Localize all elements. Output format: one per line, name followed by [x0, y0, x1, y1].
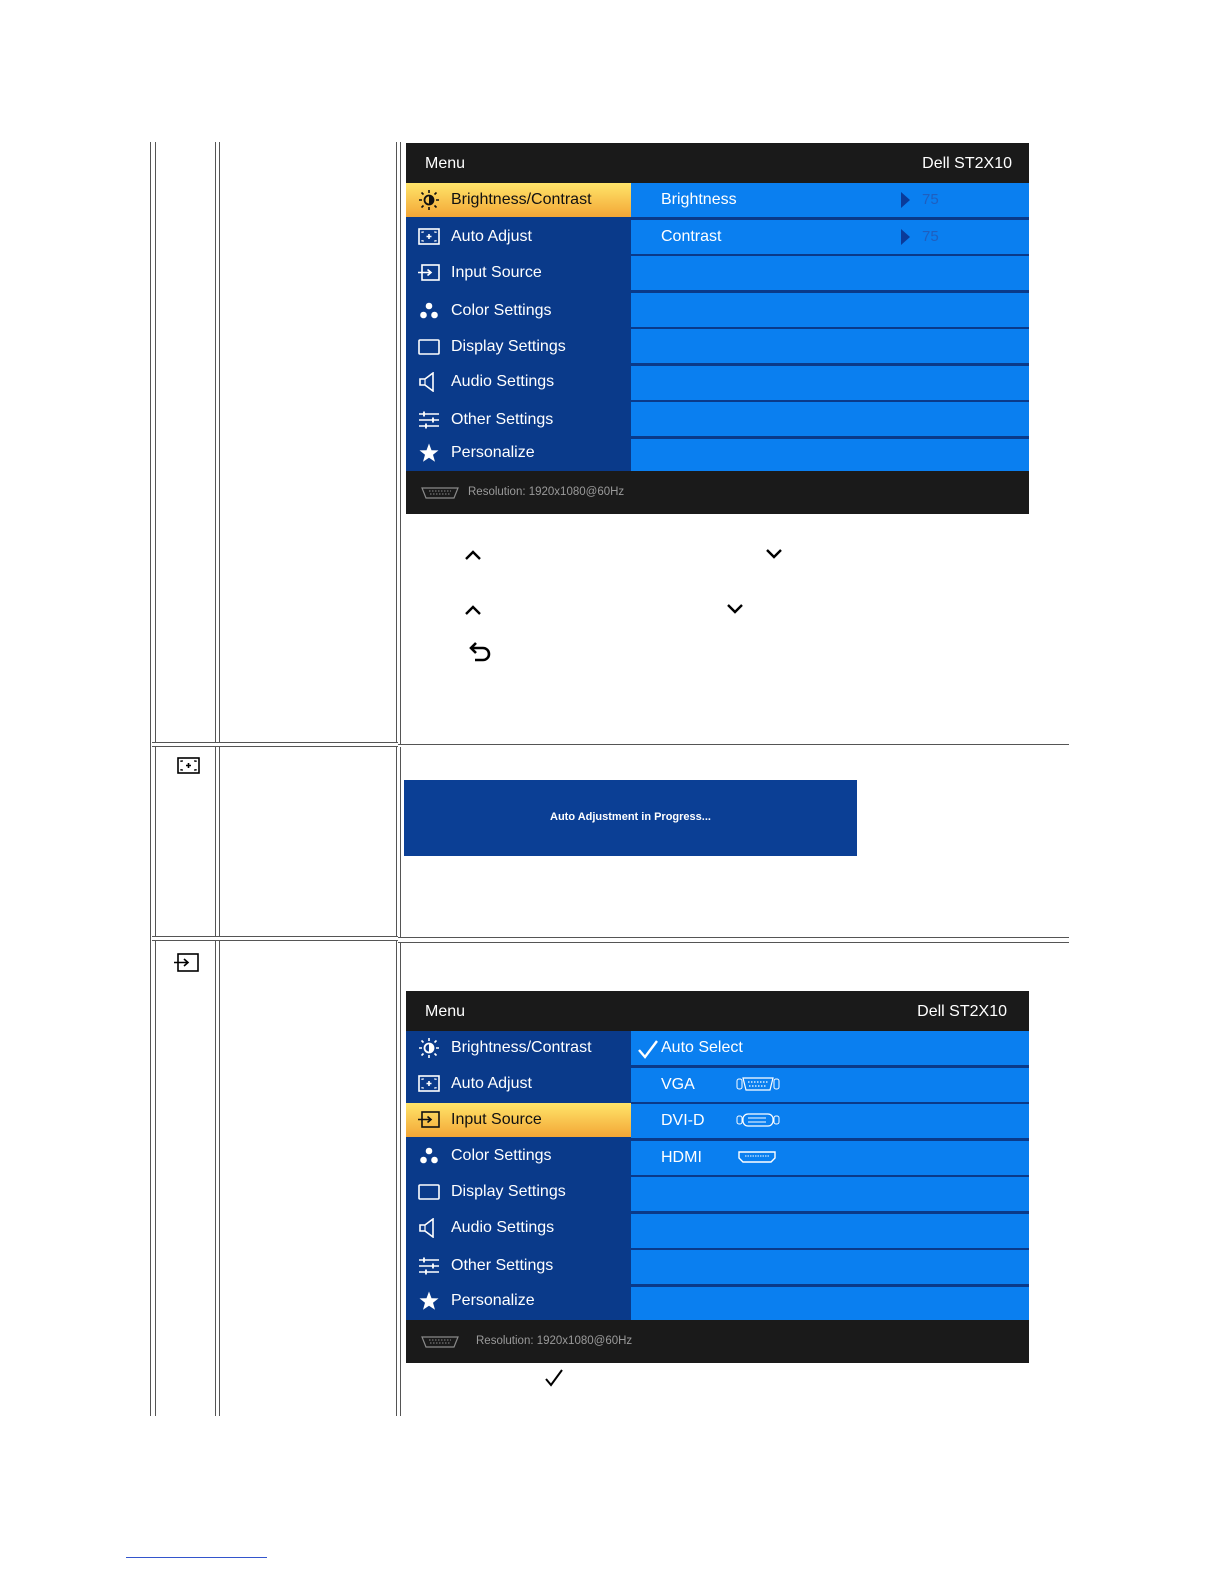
osd-submenu-row	[631, 366, 1029, 400]
osd-menu-item-label: Audio Settings	[451, 373, 555, 390]
other-settings-icon	[418, 1256, 440, 1276]
osd-menu-item-personalize[interactable]	[406, 436, 631, 470]
resolution-text: Resolution: 1920x1080@60Hz	[468, 486, 625, 498]
osd-title: Menu	[425, 155, 466, 172]
osd-submenu-label: HDMI	[661, 1149, 702, 1166]
down-chevron-icon	[764, 544, 784, 564]
osd-menu-item-auto-adjust[interactable]	[406, 1067, 631, 1101]
display-settings-icon	[418, 1182, 440, 1202]
auto-adjust-message: Auto Adjustment in Progress...	[550, 811, 711, 823]
osd-submenu-label: Auto Select	[661, 1039, 743, 1056]
osd-menu-item-label: Personalize	[451, 444, 535, 461]
brightness-icon	[418, 190, 440, 210]
osd-main-menu	[406, 1031, 631, 1320]
checkmark-icon	[637, 1039, 659, 1059]
osd-footer	[406, 1321, 1029, 1363]
resolution-text: Resolution: 1920x1080@60Hz	[476, 1335, 633, 1347]
up-chevron-icon	[463, 601, 483, 621]
osd-menu-item-label: Personalize	[451, 1292, 535, 1309]
dvi-connector-icon	[736, 1112, 780, 1128]
osd-menu-item-input-source[interactable]	[406, 256, 631, 290]
row-divider-1c	[398, 744, 1069, 747]
osd-menu-item-brightness-contrast[interactable]	[406, 1031, 631, 1065]
osd-menu-item-color-settings[interactable]	[406, 1139, 631, 1173]
table-divider-2	[396, 142, 401, 1416]
osd-model: Dell ST2X10	[917, 1003, 1007, 1020]
auto-adjust-icon	[418, 227, 440, 247]
osd-menu-item-input-source[interactable]	[406, 1103, 631, 1137]
osd-menu-item-audio-settings[interactable]	[406, 365, 631, 399]
osd-submenu-row	[631, 293, 1029, 327]
vga-connector-icon	[420, 1335, 460, 1349]
osd-header	[406, 991, 1029, 1031]
osd-submenu-row[interactable]	[631, 1031, 1029, 1065]
osd-menu-item-label: Audio Settings	[451, 1219, 555, 1236]
osd-menu-item-label: Other Settings	[451, 411, 554, 428]
table-border-left	[150, 142, 156, 1416]
osd-menu-item-other-settings[interactable]	[406, 1249, 631, 1283]
input-source-icon	[173, 953, 199, 972]
osd-menu-item-label: Input Source	[451, 264, 542, 281]
color-settings-icon	[418, 301, 440, 321]
osd-menu-item-auto-adjust[interactable]	[406, 220, 631, 254]
color-settings-icon	[418, 1146, 440, 1166]
hdmi-connector-icon	[736, 1149, 780, 1165]
osd-menu-item-label: Display Settings	[451, 338, 566, 355]
input-source-icon	[418, 1110, 440, 1130]
osd-header	[406, 143, 1029, 183]
row-divider-2	[152, 936, 217, 941]
osd-submenu-label: DVI-D	[661, 1112, 705, 1129]
osd-footer	[406, 472, 1029, 514]
osd-submenu-row	[631, 402, 1029, 436]
right-triangle-icon	[901, 229, 910, 245]
osd-submenu-row[interactable]	[631, 1068, 1029, 1102]
osd-main-menu	[406, 183, 631, 471]
osd-menu-item-display-settings[interactable]	[406, 1175, 631, 1209]
auto-adjust-icon	[418, 1074, 440, 1094]
row-divider-1	[152, 742, 217, 747]
osd-submenu-row	[631, 1177, 1029, 1211]
osd-menu-brightness-contrast	[406, 143, 1029, 514]
row-divider-1b	[217, 742, 398, 747]
osd-menu-item-display-settings[interactable]	[406, 330, 631, 364]
personalize-icon	[418, 443, 440, 463]
brightness-icon	[418, 1038, 440, 1058]
osd-menu-item-brightness-contrast[interactable]	[406, 183, 631, 217]
osd-submenu-row	[631, 1250, 1029, 1284]
back-arrow-icon	[467, 641, 493, 665]
osd-menu-item-label: Brightness/Contrast	[451, 1039, 592, 1056]
down-chevron-icon	[725, 599, 745, 619]
personalize-icon	[418, 1291, 440, 1311]
osd-submenu-row	[631, 1214, 1029, 1248]
checkmark-icon	[544, 1368, 564, 1388]
osd-submenu-row[interactable]	[631, 183, 1029, 217]
up-chevron-icon	[463, 546, 483, 566]
osd-menu-item-color-settings[interactable]	[406, 294, 631, 328]
osd-submenu-label: Brightness	[661, 191, 737, 208]
osd-menu-item-other-settings[interactable]	[406, 403, 631, 437]
input-source-icon	[418, 263, 440, 283]
vga-connector-icon	[736, 1076, 780, 1092]
auto-adjust-progress-box	[404, 780, 857, 856]
osd-menu-item-label: Color Settings	[451, 302, 552, 319]
display-settings-icon	[418, 337, 440, 357]
osd-menu-item-label: Brightness/Contrast	[451, 191, 592, 208]
osd-menu-item-label: Input Source	[451, 1111, 542, 1128]
osd-submenu	[631, 183, 1029, 471]
right-triangle-icon	[901, 192, 910, 208]
osd-submenu-row	[631, 439, 1029, 471]
osd-submenu-row	[631, 256, 1029, 290]
audio-settings-icon	[418, 1218, 440, 1238]
osd-submenu	[631, 1031, 1029, 1320]
osd-menu-item-audio-settings[interactable]	[406, 1211, 631, 1245]
osd-submenu-row[interactable]	[631, 1141, 1029, 1175]
osd-submenu-row	[631, 329, 1029, 363]
osd-menu-item-personalize[interactable]	[406, 1284, 631, 1318]
osd-submenu-value: 75	[922, 228, 939, 245]
osd-menu-item-label: Display Settings	[451, 1183, 566, 1200]
other-settings-icon	[418, 410, 440, 430]
footer-link-underline[interactable]	[126, 1557, 267, 1558]
osd-title: Menu	[425, 1003, 466, 1020]
row-divider-2c	[398, 937, 1069, 943]
osd-submenu-row[interactable]	[631, 220, 1029, 254]
row-divider-2b	[217, 936, 398, 941]
osd-submenu-row	[631, 1287, 1029, 1320]
osd-submenu-label: Contrast	[661, 228, 722, 245]
osd-model: Dell ST2X10	[922, 155, 1012, 172]
osd-menu-item-label: Color Settings	[451, 1147, 552, 1164]
vga-connector-icon	[420, 486, 460, 500]
osd-menu-item-label: Other Settings	[451, 1257, 554, 1274]
table-divider-1	[215, 142, 220, 1416]
osd-menu-input-source	[406, 991, 1029, 1363]
osd-submenu-row[interactable]	[631, 1104, 1029, 1138]
audio-settings-icon	[418, 372, 440, 392]
osd-submenu-label: VGA	[661, 1076, 695, 1093]
osd-menu-item-label: Auto Adjust	[451, 228, 532, 245]
osd-menu-item-label: Auto Adjust	[451, 1075, 532, 1092]
auto-adjust-icon	[177, 757, 200, 774]
osd-submenu-value: 75	[922, 191, 939, 208]
